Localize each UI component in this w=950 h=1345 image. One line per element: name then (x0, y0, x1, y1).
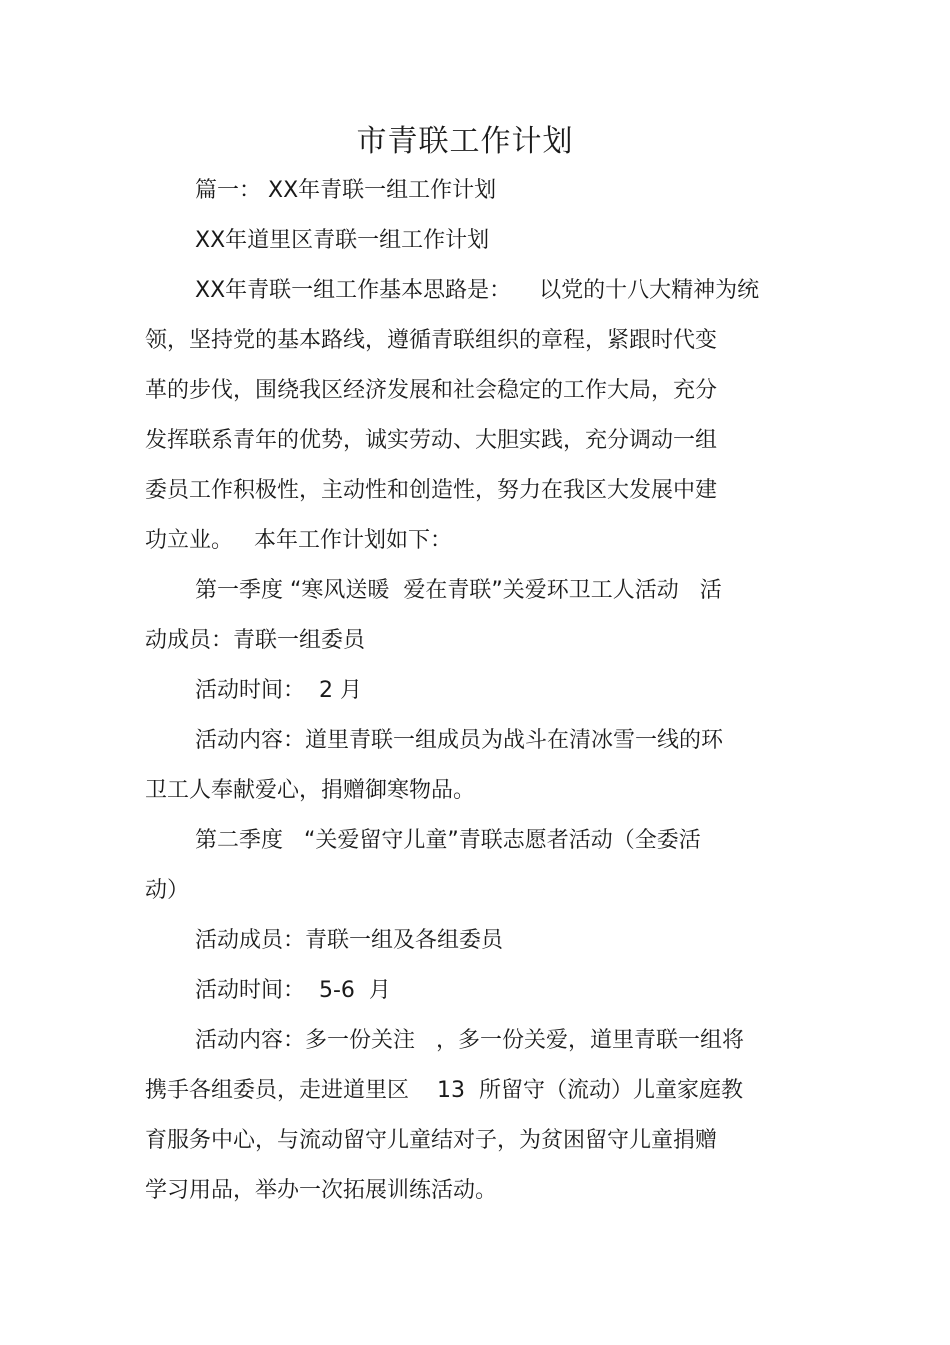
paragraph-line-11: 活动时间： 2 月 (195, 678, 362, 703)
paragraph-line-7: 委员工作积极性，主动性和创造性，努力在我区大发展中建 (145, 478, 718, 503)
page-title: 市青联工作计划 (356, 124, 574, 159)
paragraph-line-16: 活动成员：青联一组及各组委员 (195, 928, 504, 953)
paragraph-line-8: 功立业。 本年工作计划如下： (145, 528, 452, 553)
paragraph-line-4: 领，坚持党的基本路线，遵循青联组织的章程，紧跟时代变 (145, 328, 718, 353)
paragraph-line-9: 第一季度 “寒风送暖 爱在青联”关爱环卫工人活动 活 (195, 578, 722, 603)
paragraph-line-18: 活动内容：多一份关注 ，多一份关爱，道里青联一组将 (195, 1028, 744, 1053)
paragraph-line-15: 动） (145, 878, 190, 903)
paragraph-line-14: 第二季度 “关爱留守儿童”青联志愿者活动（全委活 (195, 828, 701, 853)
paragraph-line-19: 携手各组委员，走进道里区 13 所留守（流动）儿童家庭教 (145, 1078, 743, 1103)
paragraph-line-5: 革的步伐，围绕我区经济发展和社会稳定的工作大局，充分 (145, 378, 718, 403)
paragraph-line-13: 卫工人奉献爱心，捐赠御寒物品。 (145, 778, 476, 803)
paragraph-line-20: 育服务中心，与流动留守儿童结对子，为贫困留守儿童捐赠 (145, 1128, 718, 1153)
paragraph-line-3: XX年青联一组工作基本思路是： 以党的十八大精神为统 (195, 278, 760, 303)
paragraph-line-12: 活动内容：道里青联一组成员为战斗在清冰雪一线的环 (195, 728, 724, 753)
paragraph-line-1: 篇一： XX年青联一组工作计划 (195, 178, 497, 203)
paragraph-line-21: 学习用品，举办一次拓展训练活动。 (145, 1178, 498, 1203)
paragraph-line-17: 活动时间： 5-6 月 (195, 978, 391, 1003)
paragraph-line-10: 动成员：青联一组委员 (145, 628, 366, 653)
paragraph-line-2: XX年道里区青联一组工作计划 (195, 228, 490, 253)
paragraph-line-6: 发挥联系青年的优势，诚实劳动、大胆实践，充分调动一组 (145, 428, 718, 453)
